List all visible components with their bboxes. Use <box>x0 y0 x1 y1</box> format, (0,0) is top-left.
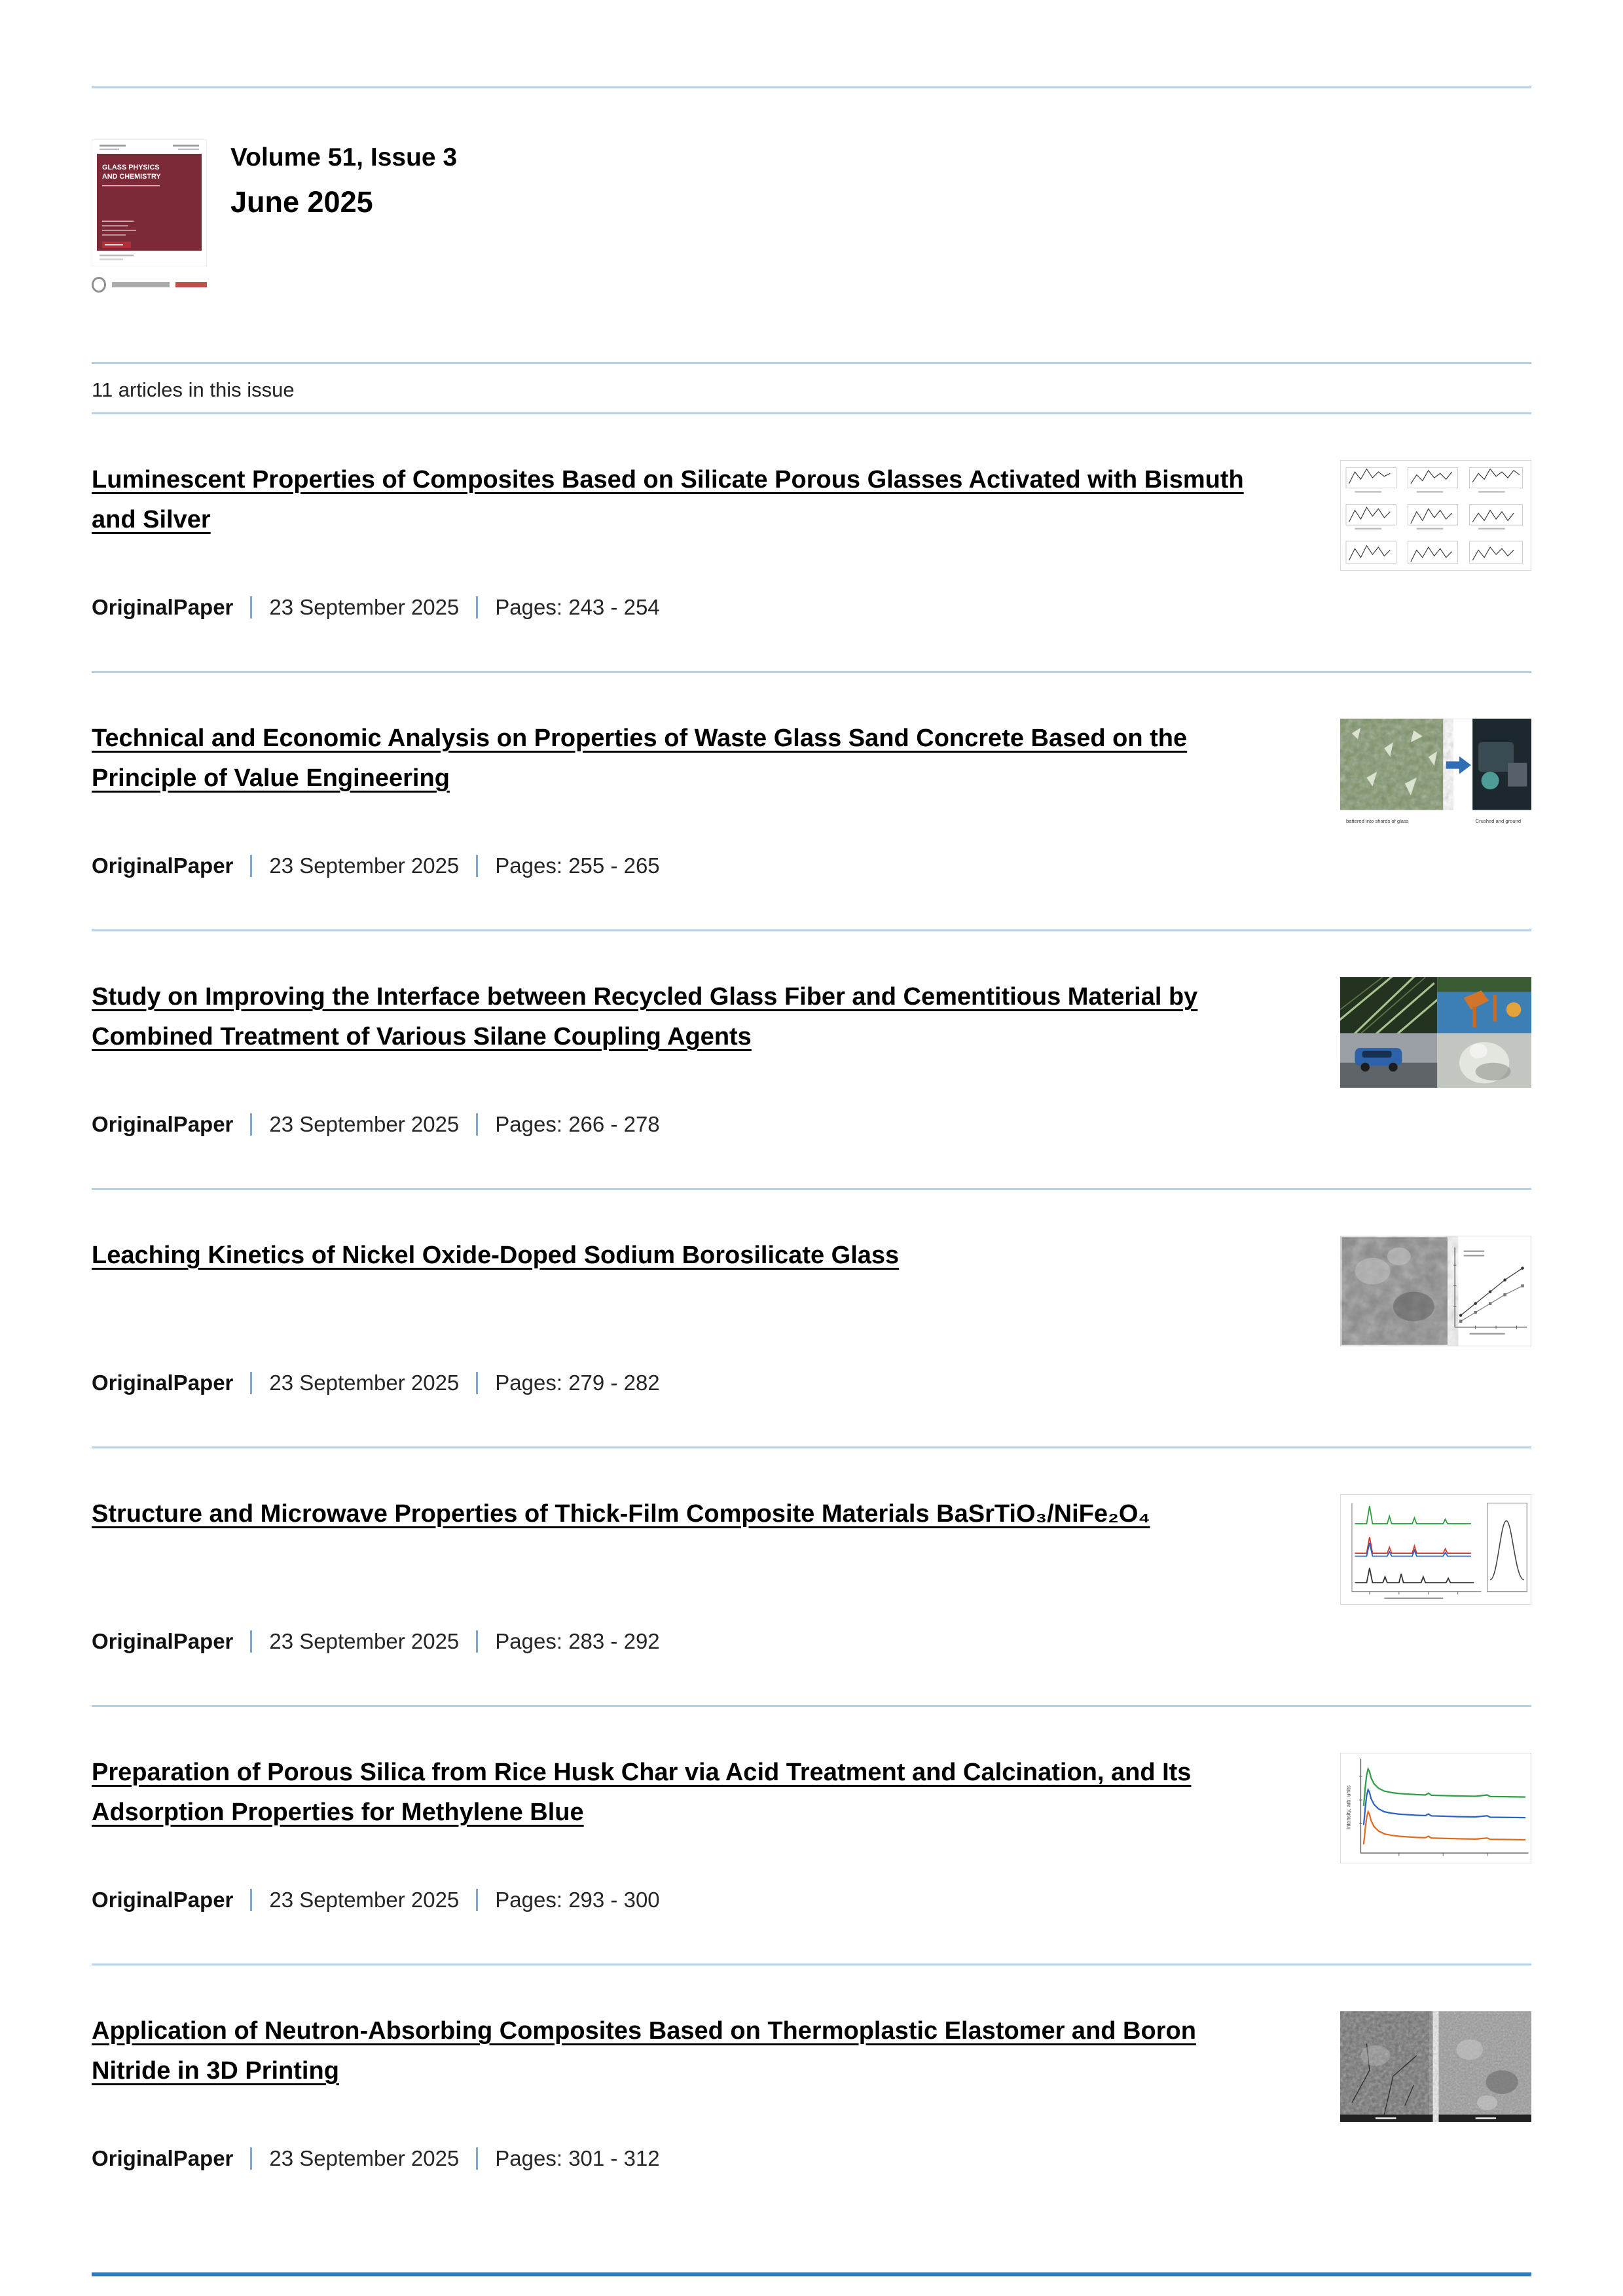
journal-cover-image[interactable] <box>92 139 207 266</box>
meta-divider <box>476 1630 478 1653</box>
article-thumbnail[interactable] <box>1340 977 1531 1088</box>
article-meta <box>92 853 1268 878</box>
article-date: 23 September 2025 <box>269 853 460 878</box>
publisher-logo <box>92 277 207 293</box>
issue-volume-title: Volume 51, Issue 3 <box>230 143 458 171</box>
article-thumbnail[interactable] <box>1340 460 1531 571</box>
article-type-label: OriginalPaper <box>92 2146 234 2170</box>
article-item <box>92 1448 1531 1707</box>
top-divider <box>92 86 1531 88</box>
article-title-link[interactable]: Leaching Kinetics of Nickel Oxide-Doped Sodium Borosilicate Glass <box>92 1242 900 1269</box>
article-item <box>92 414 1531 673</box>
article-main <box>92 460 1340 620</box>
header-divider <box>92 362 1531 364</box>
thumbnail-plots-grid <box>1340 460 1531 571</box>
article-main <box>92 719 1340 878</box>
article-main <box>92 1753 1340 1912</box>
thumbnail-adsorption-curves <box>1340 1753 1531 1863</box>
article-meta <box>92 1888 1268 1912</box>
article-main <box>92 1494 1340 1654</box>
article-main <box>92 977 1340 1137</box>
article-date: 23 September 2025 <box>269 595 460 619</box>
article-meta <box>92 1112 1268 1137</box>
thumbnail-glass-shards-photo <box>1340 719 1531 829</box>
meta-divider <box>250 2147 252 2170</box>
article-date: 23 September 2025 <box>269 1888 460 1912</box>
article-date: 23 September 2025 <box>269 1112 460 1136</box>
bottom-divider <box>92 2272 1531 2276</box>
article-thumbnail[interactable] <box>1340 1753 1531 1863</box>
meta-divider <box>250 1372 252 1394</box>
article-item <box>92 1190 1531 1448</box>
article-pages: Pages: 243 - 254 <box>495 595 660 619</box>
article-meta <box>92 2146 1268 2171</box>
article-title-link[interactable]: Structure and Microwave Properties of Thick-Film Composite Materials BaSrTiO₃/NiFe₂O₄ <box>92 1500 1150 1528</box>
article-item <box>92 1965 1531 2222</box>
thumbnail-caption-left: battered into shards of glass <box>1345 817 1409 824</box>
article-meta <box>92 595 1268 620</box>
article-pages: Pages: 266 - 278 <box>495 1112 660 1136</box>
issue-date: June 2025 <box>230 185 373 219</box>
meta-divider <box>476 2147 478 2170</box>
article-title-link[interactable]: Preparation of Porous Silica from Rice Husk Char via Acid Treatment and Calcination, and Its Adsorption Properties for Methylene Blue <box>92 1759 1192 1826</box>
publisher-brand-text <box>175 282 207 287</box>
article-date: 23 September 2025 <box>269 1629 460 1653</box>
article-item <box>92 673 1531 931</box>
article-pages: Pages: 279 - 282 <box>495 1371 660 1395</box>
article-date: 23 September 2025 <box>269 2146 460 2170</box>
article-type-label: OriginalPaper <box>92 1112 234 1136</box>
article-type-label: OriginalPaper <box>92 853 234 878</box>
meta-divider <box>250 1630 252 1653</box>
article-meta <box>92 1629 1268 1654</box>
article-thumbnail[interactable] <box>1340 1494 1531 1605</box>
article-item <box>92 931 1531 1190</box>
article-thumbnail[interactable] <box>1340 1236 1531 1346</box>
cover-title-line2: AND CHEMISTRY <box>102 173 161 181</box>
meta-divider <box>476 1889 478 1911</box>
thumbnail-axis-label: Intensity, arb. units <box>1345 1785 1352 1830</box>
meta-divider <box>250 1113 252 1136</box>
article-type-label: OriginalPaper <box>92 1371 234 1395</box>
article-meta <box>92 1371 1268 1395</box>
article-pages: Pages: 301 - 312 <box>495 2146 660 2170</box>
article-title-link[interactable]: Study on Improving the Interface between Recycled Glass Fiber and Cementitious Material by Combined Treatment of Various Silane Coupling Agents <box>92 983 1198 1050</box>
meta-divider <box>476 596 478 619</box>
article-pages: Pages: 255 - 265 <box>495 853 660 878</box>
article-date: 23 September 2025 <box>269 1371 460 1395</box>
articles-count-label: 11 articles in this issue <box>92 378 295 401</box>
meta-divider <box>250 1889 252 1911</box>
article-pages: Pages: 293 - 300 <box>495 1888 660 1912</box>
article-main <box>92 2011 1340 2171</box>
article-pages: Pages: 283 - 292 <box>495 1629 660 1653</box>
article-title-link[interactable]: Luminescent Properties of Composites Based on Silicate Porous Glasses Activated with Bismuth and Silver <box>92 466 1244 533</box>
meta-divider <box>476 1372 478 1394</box>
meta-divider <box>250 596 252 619</box>
article-thumbnail[interactable] <box>1340 719 1531 829</box>
thumbnail-photo-collage <box>1340 977 1531 1088</box>
meta-divider <box>476 1113 478 1136</box>
thumbnail-caption-right: Crushed and ground <box>1475 817 1522 824</box>
publisher-logo-icon <box>92 277 106 293</box>
article-title-link[interactable]: Technical and Economic Analysis on Properties of Waste Glass Sand Concrete Based on the Principle of Value Engineering <box>92 725 1188 792</box>
article-main <box>92 1236 1340 1395</box>
issue-header <box>92 139 1531 293</box>
article-type-label: OriginalPaper <box>92 1888 234 1912</box>
article-item <box>92 1707 1531 1965</box>
article-thumbnail[interactable] <box>1340 2011 1531 2122</box>
meta-divider <box>250 855 252 877</box>
thumbnail-sem-and-plot <box>1340 1236 1531 1346</box>
meta-divider <box>476 855 478 877</box>
issue-info <box>230 139 457 293</box>
thumbnail-sem-pair <box>1340 2011 1531 2122</box>
cover-title-line1: GLASS PHYSICS <box>102 164 160 171</box>
article-title-link[interactable]: Application of Neutron-Absorbing Composites Based on Thermoplastic Elastomer and Boron Nitride in 3D Printing <box>92 2017 1196 2085</box>
article-list <box>92 414 1531 2222</box>
journal-cover-column <box>92 139 207 293</box>
article-type-label: OriginalPaper <box>92 595 234 619</box>
article-type-label: OriginalPaper <box>92 1629 234 1653</box>
publisher-name-text <box>112 282 170 287</box>
thumbnail-xrd-spectra <box>1340 1494 1531 1605</box>
